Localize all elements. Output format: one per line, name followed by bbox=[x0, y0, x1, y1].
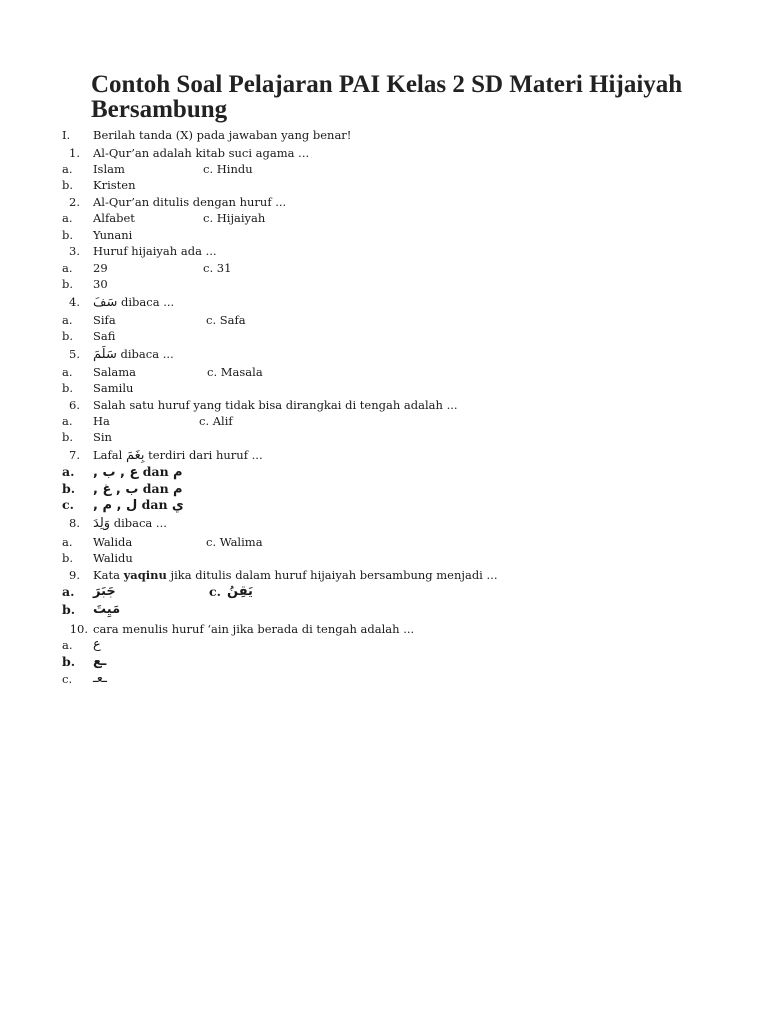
option-row bbox=[0, 413, 768, 429]
option-b bbox=[93, 481, 183, 498]
question-suffix: jika ditulis dalam huruf hijaiyah bersambung menjadi ... bbox=[166, 568, 498, 582]
option-label: a. bbox=[62, 464, 75, 479]
question-text: cara menulis huruf ‘ain jika berada di tengah adalah ... bbox=[93, 622, 415, 636]
option-label: b. bbox=[62, 228, 74, 242]
option-row bbox=[0, 177, 768, 193]
arabic-letters: ع , ب , bbox=[93, 465, 139, 480]
option-b: Sin bbox=[93, 430, 112, 444]
option-a: Sifa bbox=[93, 313, 116, 327]
option-c: c. Safa bbox=[206, 313, 246, 327]
option-c: c. Walima bbox=[206, 535, 263, 549]
question-number: 1. bbox=[69, 146, 80, 160]
question-number: 3. bbox=[69, 244, 80, 258]
option-a: Islam bbox=[93, 162, 125, 176]
option-b: Safi bbox=[93, 329, 116, 343]
option-label: a. bbox=[62, 414, 73, 428]
option-label: b. bbox=[62, 381, 74, 395]
question-text bbox=[93, 567, 497, 583]
question-text bbox=[93, 346, 174, 363]
page-title: Contoh Soal Pelajaran PAI Kelas 2 SD Materi Hijaiyah Bersambung bbox=[91, 71, 683, 123]
option-row bbox=[0, 481, 768, 497]
option-row bbox=[0, 654, 768, 670]
question-number: 5. bbox=[69, 347, 80, 361]
option-c bbox=[93, 497, 184, 514]
question-number: 7. bbox=[69, 448, 80, 462]
question-text bbox=[93, 447, 263, 464]
question-9 bbox=[0, 567, 768, 583]
option-row bbox=[0, 161, 768, 177]
question-5 bbox=[0, 346, 768, 362]
option-row bbox=[0, 328, 768, 344]
arabic-word: بِغَمَ bbox=[125, 448, 145, 463]
question-number: 9. bbox=[69, 568, 80, 582]
question-8 bbox=[0, 515, 768, 531]
option-label: c. bbox=[62, 497, 74, 512]
option-label: b. bbox=[62, 329, 74, 343]
arabic-letter: م bbox=[173, 482, 183, 497]
option-label: a. bbox=[62, 211, 73, 225]
instruction-text: Berilah tanda (X) pada jawaban yang benar! bbox=[93, 128, 352, 142]
option-row bbox=[0, 276, 768, 292]
option-row bbox=[0, 227, 768, 243]
option-row bbox=[0, 671, 768, 687]
option-row bbox=[0, 534, 768, 550]
arabic-letter: ي bbox=[171, 498, 184, 513]
option-label: a. bbox=[62, 535, 73, 549]
question-suffix: dibaca ... bbox=[110, 516, 167, 530]
arabic-word: سَلَمَ bbox=[93, 347, 117, 362]
option-label: b. bbox=[62, 277, 74, 291]
option-label: c. bbox=[62, 672, 73, 686]
question-suffix: dibaca ... bbox=[116, 347, 174, 361]
option-label: a. bbox=[62, 584, 75, 599]
question-text: Al-Qur’an adalah kitab suci agama ... bbox=[93, 146, 310, 160]
option-c: c. 31 bbox=[203, 261, 232, 275]
option-b: Samilu bbox=[93, 381, 134, 395]
option-row bbox=[0, 464, 768, 480]
option-connector: dan bbox=[137, 497, 172, 512]
option-label: b. bbox=[62, 602, 76, 617]
option-c: ـعـ bbox=[93, 671, 107, 686]
option-row bbox=[0, 584, 768, 600]
question-4 bbox=[0, 294, 768, 310]
option-c: c. Masala bbox=[207, 365, 263, 379]
question-prefix: Lafal bbox=[93, 448, 126, 462]
option-a: Ha bbox=[93, 414, 110, 428]
option-b: 30 bbox=[93, 277, 108, 291]
section-instruction bbox=[0, 127, 768, 143]
option-a: 29 bbox=[93, 261, 108, 275]
option-label: c. bbox=[209, 584, 221, 599]
option-label: b. bbox=[62, 481, 76, 496]
arabic-word: وَلِدَ bbox=[93, 516, 111, 531]
option-row bbox=[0, 637, 768, 653]
option-c: يَقِنُ bbox=[227, 584, 253, 599]
option-b: Yunani bbox=[93, 228, 133, 242]
question-number: 8. bbox=[69, 516, 80, 530]
option-label: a. bbox=[62, 162, 73, 176]
option-row bbox=[0, 380, 768, 396]
question-7 bbox=[0, 447, 768, 463]
option-a: Alfabet bbox=[93, 211, 135, 225]
option-label: b. bbox=[62, 551, 74, 565]
option-b: Walidu bbox=[93, 551, 133, 565]
question-text: Al-Qur’an ditulis dengan huruf ... bbox=[93, 195, 287, 209]
question-text bbox=[93, 515, 167, 532]
question-3 bbox=[0, 243, 768, 259]
option-row bbox=[0, 550, 768, 566]
option-c: c. Hijaiyah bbox=[203, 211, 266, 225]
question-number: 6. bbox=[69, 398, 80, 412]
option-row bbox=[0, 312, 768, 328]
option-row bbox=[0, 497, 768, 513]
question-suffix: terdiri dari huruf ... bbox=[144, 448, 263, 462]
option-a: Walida bbox=[93, 535, 133, 549]
option-b: ـع bbox=[93, 654, 107, 669]
option-a: جَبَرَ bbox=[93, 584, 116, 599]
arabic-letter: م bbox=[173, 465, 183, 480]
option-row bbox=[0, 429, 768, 445]
option-c: c. Alif bbox=[199, 414, 233, 428]
option-row bbox=[0, 260, 768, 276]
option-a: Salama bbox=[93, 365, 137, 379]
option-label: a. bbox=[62, 365, 73, 379]
option-label: b. bbox=[62, 178, 74, 192]
arabic-letters: ب , غ , bbox=[93, 482, 139, 497]
question-number: 2. bbox=[69, 195, 80, 209]
option-b: Kristen bbox=[93, 178, 136, 192]
question-text: Huruf hijaiyah ada ... bbox=[93, 244, 217, 258]
question-suffix: dibaca ... bbox=[117, 295, 175, 309]
option-row bbox=[0, 602, 768, 618]
arabic-letters: ل , م , bbox=[93, 498, 138, 513]
option-b: مَيِتَ bbox=[93, 602, 121, 617]
option-a: ع bbox=[93, 637, 101, 652]
question-2 bbox=[0, 194, 768, 210]
arabic-word: سَفَ bbox=[93, 295, 118, 310]
option-label: a. bbox=[62, 638, 73, 652]
section-marker: I. bbox=[62, 128, 71, 142]
question-10 bbox=[0, 621, 768, 637]
option-label: b. bbox=[62, 654, 76, 669]
option-label: a. bbox=[62, 261, 73, 275]
option-a bbox=[93, 464, 183, 481]
option-row bbox=[0, 210, 768, 226]
option-connector: dan bbox=[138, 464, 174, 479]
question-text: Salah satu huruf yang tidak bisa dirangkai di tengah adalah ... bbox=[93, 398, 458, 412]
option-label: a. bbox=[62, 313, 73, 327]
question-text bbox=[93, 294, 174, 311]
option-row bbox=[0, 364, 768, 380]
question-6 bbox=[0, 397, 768, 413]
question-prefix: Kata bbox=[93, 568, 124, 582]
option-c: c. Hindu bbox=[203, 162, 253, 176]
option-connector: dan bbox=[138, 481, 174, 496]
question-1 bbox=[0, 145, 768, 161]
option-label: b. bbox=[62, 430, 74, 444]
question-keyword: yaqinu bbox=[123, 568, 167, 582]
question-number: 4. bbox=[69, 295, 80, 309]
question-number: 10. bbox=[69, 622, 88, 636]
